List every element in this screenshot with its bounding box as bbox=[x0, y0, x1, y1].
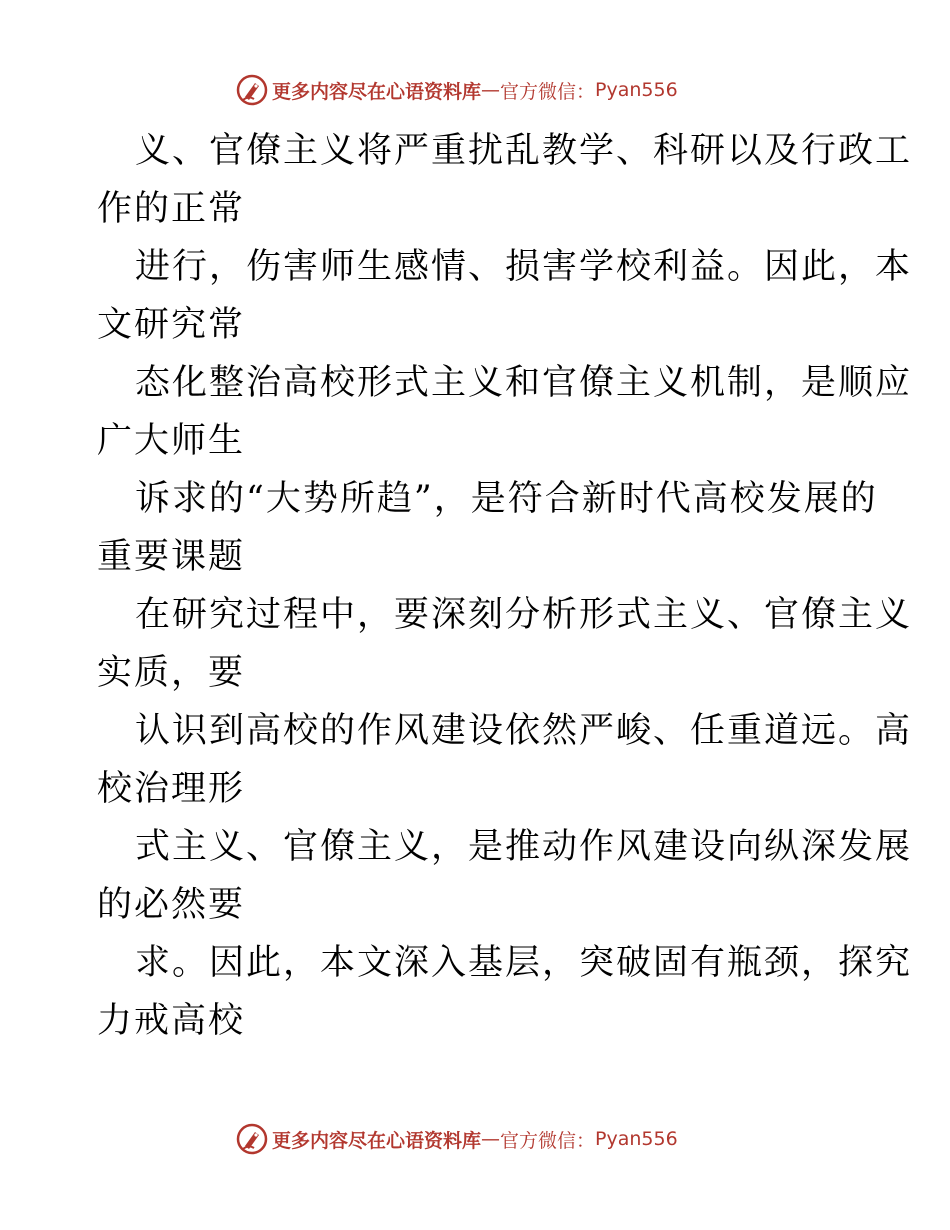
text-line: 广大师生 bbox=[97, 421, 246, 461]
banner-wechat-label: 官方微信： bbox=[500, 1129, 596, 1152]
pen-nib-logo-icon bbox=[236, 1123, 268, 1155]
text-line: 式主义、官僚主义，是推动作风建设向纵深发展 bbox=[135, 827, 913, 867]
banner-wechat-label: 官方微信： bbox=[500, 80, 596, 103]
text-line: 重要课题 bbox=[97, 537, 246, 577]
text-line: 力戒高校 bbox=[97, 1001, 246, 1041]
text-line: 态化整治高校形式主义和官僚主义机制，是顺应 bbox=[135, 363, 913, 403]
pen-nib-logo-icon bbox=[236, 74, 268, 106]
text-line: 认识到高校的作风建设依然严峻、任重道远。高 bbox=[135, 711, 913, 751]
text-line: 作的正常 bbox=[97, 189, 246, 229]
header-banner bbox=[236, 73, 678, 107]
banner-separator: — bbox=[481, 79, 501, 101]
text-line: 实质，要 bbox=[97, 653, 246, 693]
banner-wechat-id: Pyan556 bbox=[595, 1128, 678, 1150]
banner-wechat-id: Pyan556 bbox=[595, 79, 678, 101]
document-body bbox=[97, 122, 913, 1050]
banner-main-text: 更多内容尽在心语资料库 bbox=[272, 1129, 482, 1152]
text-line: 进行，伤害师生感情、损害学校利益。因此，本 bbox=[135, 247, 913, 287]
text-line: 校治理形 bbox=[97, 769, 246, 809]
text-line: 文研究常 bbox=[97, 305, 246, 345]
banner-main-text: 更多内容尽在心语资料库 bbox=[272, 80, 482, 103]
banner-separator: — bbox=[481, 1128, 501, 1150]
text-line: 诉求的“大势所趋”，是符合新时代高校发展的 bbox=[135, 479, 878, 519]
text-line: 求。因此，本文深入基层，突破固有瓶颈，探究 bbox=[135, 943, 913, 983]
text-line: 的必然要 bbox=[97, 885, 246, 925]
text-line: 义、官僚主义将严重扰乱教学、科研以及行政工 bbox=[135, 131, 913, 171]
footer-banner bbox=[236, 1122, 678, 1156]
text-line: 在研究过程中，要深刻分析形式主义、官僚主义 bbox=[135, 595, 913, 635]
